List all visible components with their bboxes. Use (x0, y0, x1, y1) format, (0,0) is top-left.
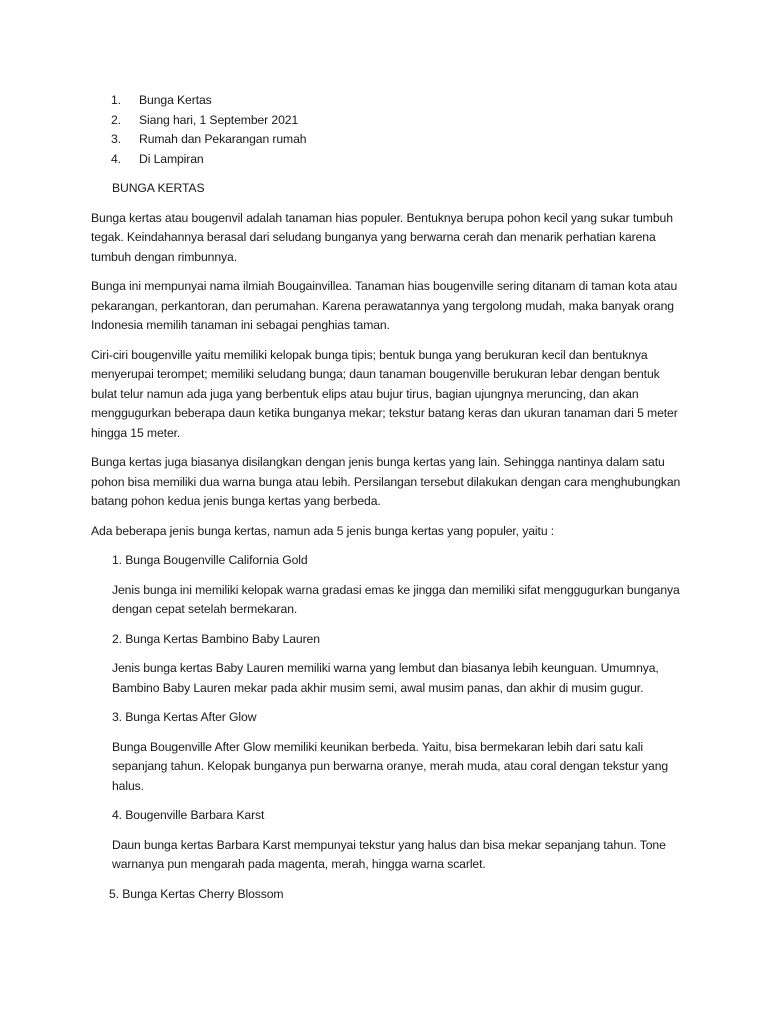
info-list-item (91, 111, 688, 131)
info-list-item (91, 91, 688, 111)
type-title: 3. Bunga Kertas After Glow (112, 710, 257, 724)
list-number: 4. (111, 151, 121, 166)
document-heading: BUNGA KERTAS (112, 181, 205, 195)
info-list-item (91, 150, 688, 170)
list-text: Bunga Kertas (139, 93, 212, 107)
type-title: 1. Bunga Bougenville California Gold (112, 553, 308, 567)
type-description: Daun bunga kertas Barbara Karst mempunyai tekstur yang halus dan bisa mekar sepanjang tahun. Tone warnanya pun mengarah pada magenta, merah, hingga warna scarlet. (112, 837, 666, 871)
list-text: Rumah dan Pekarangan rumah (139, 132, 307, 146)
list-text: Di Lampiran (139, 151, 204, 166)
list-number: 2. (111, 112, 121, 127)
type-title: 5. Bunga Kertas Cherry Blossom (109, 886, 284, 901)
type-title: 2. Bunga Kertas Bambino Baby Lauren (112, 631, 320, 646)
list-number: 1. (111, 93, 121, 107)
type-description: Jenis bunga kertas Baby Lauren memiliki warna yang lembut dan biasanya lebih keunguan. Umumnya, Bambino Baby Lauren mekar pada akhir musim semi, awal musim panas, dan akhir di musim gugur. (112, 661, 659, 695)
info-list (91, 91, 688, 169)
paragraph-types-intro: Ada beberapa jenis bunga kertas, namun ada 5 jenis bunga kertas yang populer, yaitu : (91, 523, 555, 538)
type-description: Jenis bunga ini memiliki kelopak warna gradasi emas ke jingga dan memiliki sifat menggugurkan bunganya dengan cepat setelah bermekaran. (112, 582, 680, 616)
paragraph-intro: Bunga kertas atau bougenvil adalah tanaman hias populer. Bentuknya berupa pohon kecil yang sukar tumbuh tegak. Keindahannya berasal dari seludang bunganya yang berwarna cerah dan menarik perhatian karena tumbuh dengan rimbunnya. (91, 210, 673, 264)
list-number: 3. (111, 132, 121, 146)
paragraph-crossbreeding: Bunga kertas juga biasanya disilangkan dengan jenis bunga kertas yang lain. Sehingga nantinya dalam satu pohon bisa memiliki dua warna bunga atau lebih. Persilangan tersebut dilakukan dengan cara menghubungkan batang pohon kedua jenis bunga kertas yang berbeda. (91, 455, 681, 508)
info-list-item (91, 130, 688, 150)
paragraph-scientific-name: Bunga ini mempunyai nama ilmiah Bougainvillea. Tanaman hias bougenville sering ditanam di taman kota atau pekarangan, perkantoran, dan perumahan. Karena perawatannya yang tergolong mudah, maka banyak orang Indonesia memilih tanaman ini sebagai penghias taman. (91, 279, 678, 332)
paragraph-characteristics: Ciri-ciri bougenville yaitu memiliki kelopak bunga tipis; bentuk bunga yang berukuran kecil dan bentuknya menyerupai terompet; memiliki seludang bunga; daun tanaman bougenville berukuran lebar dengan bentuk bulat telur namun ada juga yang berbentuk elips atau bujur tirus, bagian ujungnya meruncing, dan akan menggugurkan beberapa daun ketika bunganya mekar; tekstur batang keras dan ukuran tanaman dari 5 meter hingga 15 meter. (91, 347, 678, 440)
type-title: 4. Bougenville Barbara Karst (112, 808, 265, 822)
list-text: Siang hari, 1 September 2021 (139, 112, 299, 127)
type-description: Bunga Bougenville After Glow memiliki keunikan berbeda. Yaitu, bisa bermekaran lebih dari satu kali sepanjang tahun. Kelopak bunganya pun berwarna oranye, merah muda, atau coral dengan tekstur yang halus. (112, 739, 669, 793)
